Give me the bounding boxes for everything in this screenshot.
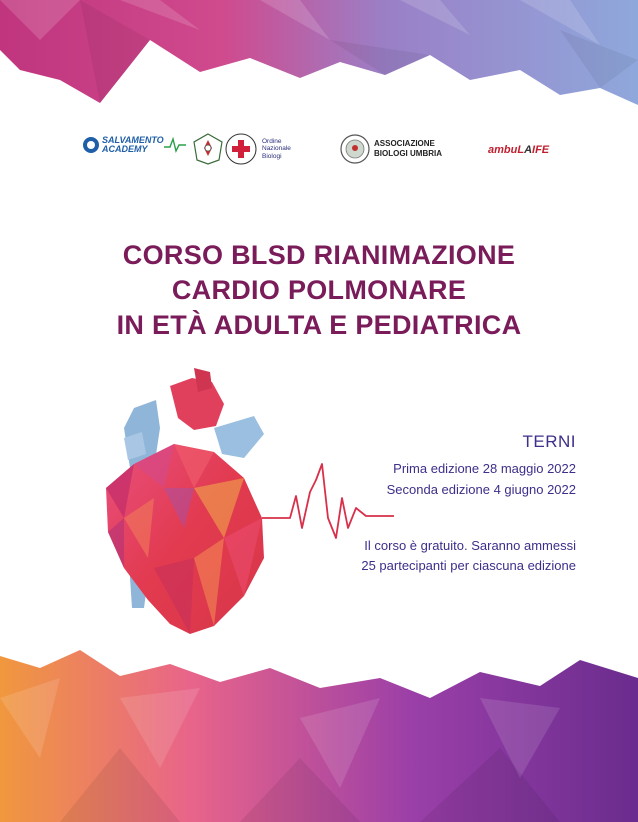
low-poly-heart-illustration — [94, 368, 564, 638]
bottom-polygon-banner — [0, 638, 638, 822]
ambulife-part1: ambuL — [488, 144, 525, 156]
lifebuoy-icon — [82, 136, 100, 154]
pulse-icon — [164, 137, 186, 153]
associazione-biologi-umbria-logo — [340, 134, 442, 164]
abu-line2: BIOLOGI UMBRIA — [374, 149, 442, 158]
course-title — [0, 238, 638, 343]
republic-emblem-icon — [192, 132, 224, 166]
ecg-line — [262, 464, 394, 538]
onb-line3: Biologi — [262, 152, 282, 160]
event-city: TERNI — [522, 432, 576, 451]
onb-line2: Nazionale — [262, 145, 291, 153]
top-polygon-banner — [0, 0, 638, 112]
ambulife-logo — [488, 144, 549, 156]
salvamento-line2: ACADEMY — [102, 144, 148, 154]
abu-line1: ASSOCIAZIONE — [374, 139, 435, 148]
onb-seal-icon — [224, 132, 258, 166]
free-course-note: Il corso è gratuito. Saranno ammessi — [364, 538, 576, 553]
participants-note: 25 partecipanti per ciascuna edizione — [361, 558, 576, 573]
ambulife-part3: IFE — [532, 144, 550, 156]
ordine-nazionale-biologi-logo — [192, 132, 291, 166]
salvamento-line1: SALVAMENTO — [102, 135, 164, 145]
title-line2: CARDIO POLMONARE — [171, 275, 467, 305]
salvamento-academy-logo — [82, 136, 186, 154]
title-line1: CORSO BLSD RIANIMAZIONE — [122, 240, 516, 270]
onb-line1: Ordine — [262, 137, 282, 145]
title-line3: IN ETÀ ADULTA E PEDIATRICA — [116, 310, 522, 340]
first-edition-date: Prima edizione 28 maggio 2022 — [393, 461, 576, 476]
ambulife-part2: A — [524, 144, 533, 156]
partner-logos — [0, 128, 638, 178]
second-edition-date: Seconda edizione 4 giugno 2022 — [386, 482, 576, 497]
abu-seal-icon — [340, 134, 370, 164]
